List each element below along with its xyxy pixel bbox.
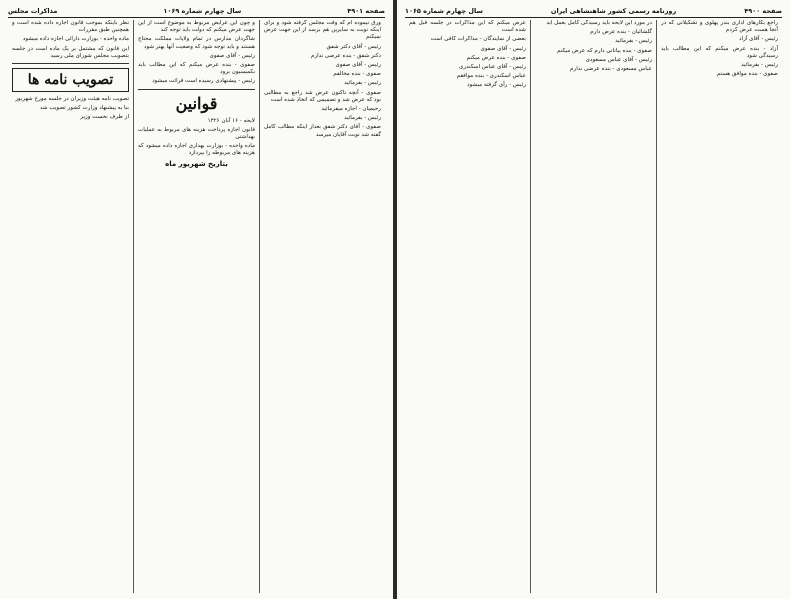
text-paragraph: رحیمیان - اجازه میفرمائید bbox=[321, 106, 381, 113]
text-paragraph: رئیس - آقای عباس اسکندری bbox=[459, 64, 526, 71]
text-paragraph: صفوی - بنده بیاناتی دارم که عرض میکنم bbox=[557, 47, 652, 54]
text-paragraph: آزاد - بنده عرض میکنم که این مطالب باید رسیدگی شود bbox=[661, 45, 778, 59]
text-paragraph: عرض میکنم که این مذاکرات در جلسه قبل هم شده است bbox=[409, 20, 526, 34]
text-paragraph: صفوی - بنده عرض میکنم bbox=[466, 54, 526, 61]
text-paragraph: صفوی - بنده موافق هستم bbox=[716, 71, 778, 78]
left-session-number: سال چهارم شماره ۱۰۶۹ bbox=[163, 6, 242, 15]
section-divider bbox=[138, 89, 255, 90]
text-paragraph: در مورد این لایحه باید رسیدگی کامل بعمل آید bbox=[546, 20, 652, 26]
section-divider bbox=[12, 63, 129, 64]
right-page bbox=[397, 0, 790, 599]
closing-line: بتاریخ شهریور ماه bbox=[165, 159, 228, 168]
text-paragraph: و چون این عرایض مربوط به موضوع است از این جهت عرض میکنم که دولت باید توجه کند bbox=[138, 20, 255, 34]
text-paragraph: صفوی - آقای دکتر شفق بعداز اینکه مطالب کامل گفته شد نوبت آقایان میرسد bbox=[264, 124, 381, 138]
text-paragraph: دکتر شفق - بنده عرضی ندارم bbox=[310, 52, 381, 59]
left-col-3 bbox=[8, 20, 133, 593]
text-paragraph: ماده واحده - بوزارت بهداری اجازه داده میشود که هزینه های مربوطه را بپردازد bbox=[138, 143, 255, 157]
text-paragraph: قانون اجازه پرداخت هزینه های مربوط به عملیات بهداشتی bbox=[138, 126, 255, 141]
right-col-3 bbox=[405, 20, 530, 593]
text-paragraph: رئیس - پیشنهادی رسیده است قرائت میشود bbox=[152, 78, 255, 85]
section-heading-laws: قوانین bbox=[175, 93, 218, 113]
text-paragraph: بنا به پیشنهاد وزارت کشور تصویب شد bbox=[39, 105, 129, 112]
right-running-head bbox=[405, 4, 782, 18]
right-session-number: سال چهارم شماره ۱۰۶۵ bbox=[405, 6, 483, 15]
text-paragraph: رئیس - آقای صفوی bbox=[480, 45, 526, 52]
left-col-2 bbox=[133, 20, 259, 593]
right-page-number: صفحه ۴۹۰۰ bbox=[744, 6, 782, 15]
section-heading-decrees: تصویب نامه ها bbox=[12, 68, 129, 92]
text-paragraph: صفوی - آنچه تاکنون عرض شد راجع به مطالبی بود که عرض شد و تصمیمی که اتخاذ شده است bbox=[264, 89, 381, 103]
text-paragraph: رئیس - آقای عباس مسعودی bbox=[585, 56, 652, 63]
right-running-title: روزنامه رسمی کشور شاهنشاهی ایران bbox=[550, 6, 677, 15]
text-paragraph: رئیس - بفرمائید bbox=[615, 38, 652, 45]
text-paragraph: رئیس - رأی گرفته میشود bbox=[467, 82, 526, 89]
left-page-number: صفحه ۴۹۰۱ bbox=[347, 6, 385, 15]
right-col-2 bbox=[530, 20, 656, 593]
text-paragraph: راجع بکارهای اداری بندر پهلوی و تشکیلاتی که در آنجا هست عرض کردم bbox=[661, 20, 778, 34]
text-paragraph: ماده واحده - بوزارت دارائی اجازه داده میشود bbox=[22, 36, 129, 43]
text-paragraph: تصویب نامه هیئت وزیران در جلسه مورخ شهریور bbox=[15, 96, 129, 103]
text-paragraph: گلشائیان - بنده عرض دارم bbox=[590, 29, 652, 36]
text-paragraph: ورق نیموده ام که وقت مجلس گرفته شود و برای اینکه نوبت به سایرین هم برسد از این جهت عرض نمیکنم bbox=[264, 20, 381, 41]
text-paragraph: شاگردان مدارس در تمام ولایات مملکت محتاج هستند و باید توجه شود که وضعیت آنها بهتر شود bbox=[138, 36, 255, 50]
text-paragraph: عباس اسکندری - بنده موافقم bbox=[456, 73, 526, 80]
left-columns bbox=[8, 20, 385, 593]
right-col-1 bbox=[656, 20, 782, 593]
left-running-title: مذاکرات مجلس bbox=[8, 6, 58, 15]
text-paragraph: رئیس - آقای آزاد bbox=[739, 36, 778, 43]
text-paragraph: رئیس - بفرمائید bbox=[344, 80, 381, 87]
text-paragraph: از طرف نخست وزیر bbox=[80, 114, 129, 121]
right-columns bbox=[405, 20, 782, 593]
text-paragraph: صفوی - بنده عرض میکنم که این مطالب باید بکمیسیون برود bbox=[138, 62, 255, 76]
text-paragraph: این قانون که مشتمل بر یک ماده است در جلسه بتصویب مجلس شورای ملی رسید bbox=[12, 45, 129, 59]
left-page bbox=[0, 0, 393, 599]
text-paragraph: رئیس - بفرمائید bbox=[344, 115, 381, 122]
text-paragraph: رئیس - آقای دکتر شفق bbox=[326, 43, 381, 50]
text-paragraph: نظر باینکه بموجب قانون اجازه داده شده است و همچنین طبق مقررات bbox=[12, 20, 129, 34]
text-paragraph: رئیس - آقای صفوی bbox=[335, 62, 381, 69]
text-paragraph: لایحه - ۱۶ آبان ۱۳۲۶ bbox=[207, 117, 255, 124]
text-paragraph: صفوی - بنده مخالفم bbox=[333, 71, 381, 78]
text-paragraph: بعضی از نمایندگان - مذاکرات کافی است bbox=[430, 36, 526, 43]
text-paragraph: رئیس - بفرمائید bbox=[741, 62, 778, 69]
left-running-head bbox=[8, 4, 385, 18]
left-col-1 bbox=[259, 20, 385, 593]
text-paragraph: رئیس - آقای صفوی bbox=[209, 52, 255, 59]
text-paragraph: عباس مسعودی - بنده عرضی ندارم bbox=[570, 66, 652, 73]
